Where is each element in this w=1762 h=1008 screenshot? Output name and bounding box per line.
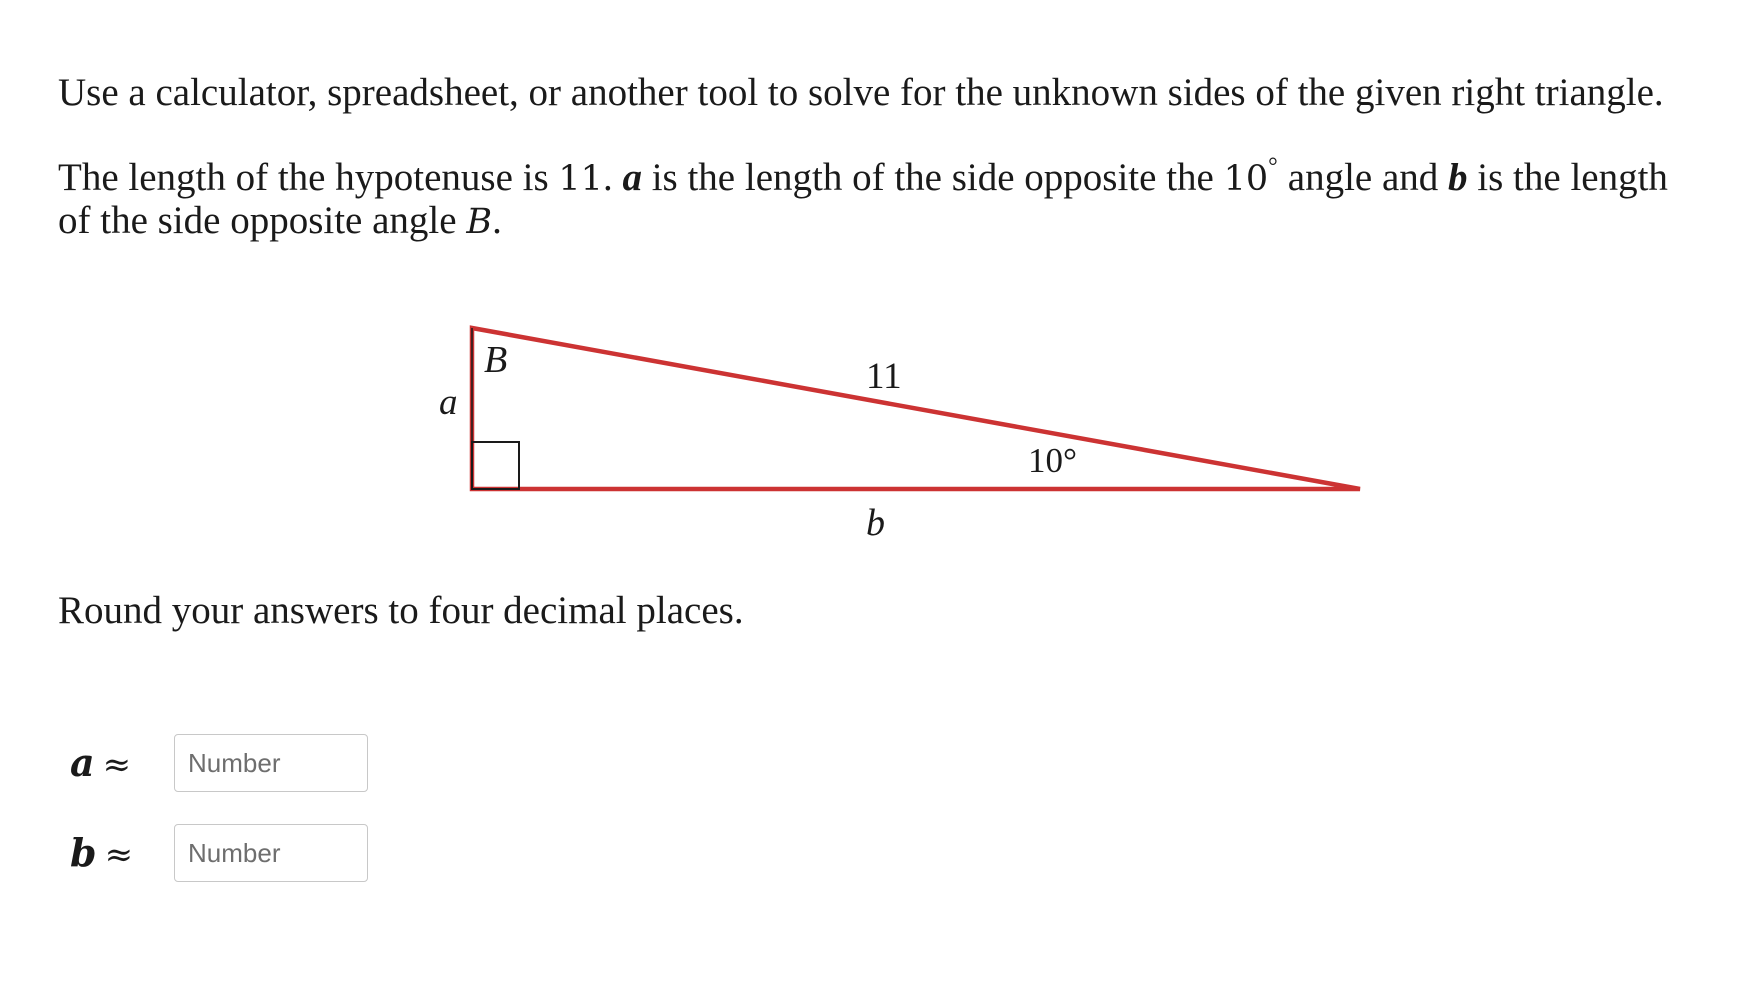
answer-label-a	[70, 740, 131, 785]
label-hypotenuse: 11	[866, 356, 902, 397]
label-side-b: b	[866, 502, 885, 544]
approx-symbol: ≈	[102, 745, 132, 785]
instruction-text: Use a calculator, spreadsheet, or another tool to solve for the unknown sides of the given right triangle.	[58, 71, 1664, 114]
var-a: a	[622, 156, 642, 199]
triangle-shape	[472, 328, 1360, 489]
answer-var: b	[70, 830, 97, 875]
angle-value: 10	[1223, 159, 1269, 199]
statement-text: angle and	[1287, 156, 1449, 199]
statement-text: .	[492, 199, 502, 242]
answer-input-a[interactable]	[174, 734, 368, 792]
statement-text: .	[602, 156, 623, 199]
label-angle-10: 10°	[1028, 441, 1077, 480]
label-angle-B: B	[484, 339, 508, 381]
approx-symbol: ≈	[104, 835, 134, 875]
statement-text: of the side opposite angle	[58, 199, 467, 242]
right-angle-marker	[472, 442, 519, 489]
answer-var: a	[70, 740, 95, 785]
rounding-instruction: Round your answers to four decimal places.	[58, 589, 744, 632]
label-side-a: a	[439, 382, 458, 423]
var-B: B	[466, 202, 493, 242]
var-b: b	[1448, 156, 1468, 199]
hypotenuse-value: 11	[558, 159, 603, 199]
answer-label-b	[70, 830, 133, 875]
answer-input-b[interactable]	[174, 824, 368, 882]
statement-text: The length of the hypotenuse is	[58, 156, 559, 199]
statement-text: is the length	[1467, 156, 1668, 199]
statement-text: is the length of the side opposite the	[641, 156, 1224, 199]
degree-symbol: °	[1268, 154, 1278, 180]
